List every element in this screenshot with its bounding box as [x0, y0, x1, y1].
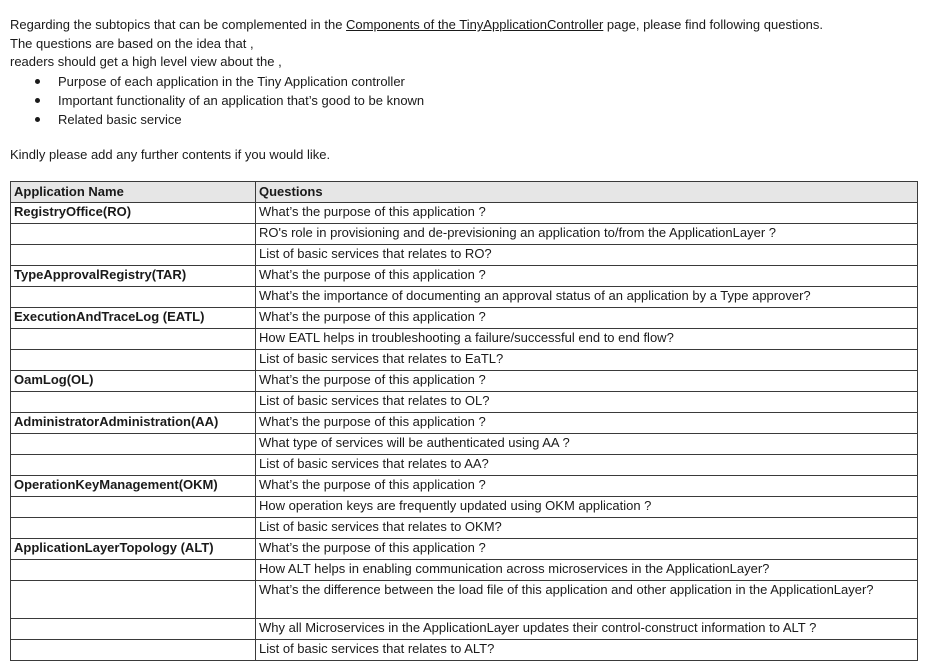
application-name-cell	[11, 455, 256, 476]
question-cell: What’s the purpose of this application ?	[256, 476, 918, 497]
table-row	[11, 413, 918, 434]
application-name-cell	[11, 619, 256, 640]
question-cell: List of basic services that relates to RO?	[256, 245, 918, 266]
table-body	[11, 203, 918, 661]
application-name-cell	[11, 224, 256, 245]
table-row	[11, 518, 918, 539]
application-name-cell: ApplicationLayerTopology (ALT)	[11, 539, 256, 560]
application-name-cell	[11, 497, 256, 518]
table-row	[11, 497, 918, 518]
application-name-cell: TypeApprovalRegistry(TAR)	[11, 266, 256, 287]
application-name-cell: ExecutionAndTraceLog (EATL)	[11, 308, 256, 329]
intro-line-2: The questions are based on the idea that ,	[10, 35, 254, 51]
table-row	[11, 434, 918, 455]
question-cell: What’s the importance of documenting an approval status of an application by a Type approver?	[256, 287, 918, 308]
table-row	[11, 619, 918, 640]
question-cell: How EATL helps in troubleshooting a failure/successful end to end flow?	[256, 329, 918, 350]
components-page-link[interactable]: Components of the TinyApplicationController	[346, 17, 604, 32]
question-cell: List of basic services that relates to OL?	[256, 392, 918, 413]
question-cell: List of basic services that relates to OKM?	[256, 518, 918, 539]
intro-line-1-start: Regarding the subtopics that can be complemented in the	[10, 17, 347, 32]
table-row	[11, 539, 918, 560]
question-cell: What’s the purpose of this application ?	[256, 539, 918, 560]
application-name-cell: RegistryOffice(RO)	[11, 203, 256, 224]
question-cell: What type of services will be authenticated using AA ?	[256, 434, 918, 455]
intro-line-1	[10, 16, 915, 35]
question-cell: What’s the purpose of this application ?	[256, 308, 918, 329]
intro-line-3: readers should get a high level view about the ,	[10, 54, 282, 70]
table-row	[11, 476, 918, 497]
question-cell: Why all Microservices in the ApplicationLayer updates their control-construct information to ALT ?	[256, 619, 918, 640]
application-name-cell: AdministratorAdministration(AA)	[11, 413, 256, 434]
question-cell: What’s the purpose of this application ?	[256, 203, 918, 224]
application-name-cell	[11, 329, 256, 350]
table-row	[11, 392, 918, 413]
application-name-cell	[11, 392, 256, 413]
table-row	[11, 266, 918, 287]
bullet-item: Related basic service	[10, 110, 915, 129]
topic-bullet-list	[10, 72, 915, 129]
table-row	[11, 287, 918, 308]
intro-section	[10, 16, 915, 164]
questions-table	[10, 181, 918, 661]
application-name-cell	[11, 245, 256, 266]
application-name-cell	[11, 518, 256, 539]
bullet-item: Important functionality of an application that’s good to be known	[10, 91, 915, 110]
question-cell: What’s the purpose of this application ?	[256, 413, 918, 434]
application-name-cell: OamLog(OL)	[11, 371, 256, 392]
table-row	[11, 224, 918, 245]
table-row	[11, 329, 918, 350]
table-row	[11, 308, 918, 329]
question-cell: List of basic services that relates to AA?	[256, 455, 918, 476]
table-row	[11, 581, 918, 619]
bullet-item: Purpose of each application in the Tiny Application controller	[10, 72, 915, 91]
intro-line-1-end: page, please find following questions.	[603, 17, 824, 32]
application-name-cell	[11, 581, 256, 619]
table-row	[11, 245, 918, 266]
application-name-cell	[11, 560, 256, 581]
closing-note: Kindly please add any further contents if you would like.	[10, 146, 331, 162]
table-row	[11, 640, 918, 661]
question-cell: How operation keys are frequently updated using OKM application ?	[256, 497, 918, 518]
table-row	[11, 560, 918, 581]
question-cell: How ALT helps in enabling communication across microservices in the ApplicationLayer?	[256, 560, 918, 581]
table-row	[11, 371, 918, 392]
application-name-cell	[11, 287, 256, 308]
question-cell: RO's role in provisioning and de-previsionіng an application to/from the ApplicationLayer ?	[256, 224, 918, 245]
question-cell: What’s the purpose of this application ?	[256, 266, 918, 287]
application-name-cell	[11, 434, 256, 455]
header-questions: Questions	[256, 182, 918, 203]
question-cell: What’s the purpose of this application ?	[256, 371, 918, 392]
question-cell: What’s the difference between the load file of this application and other application in the ApplicationLayer?	[256, 581, 918, 619]
table-header-row	[11, 182, 918, 203]
application-name-cell	[11, 350, 256, 371]
application-name-cell: OperationKeyManagement(OKM)	[11, 476, 256, 497]
question-cell: List of basic services that relates to EaTL?	[256, 350, 918, 371]
table-row	[11, 350, 918, 371]
question-cell: List of basic services that relates to ALT?	[256, 640, 918, 661]
table-row	[11, 203, 918, 224]
header-application-name: Application Name	[11, 182, 256, 203]
application-name-cell	[11, 640, 256, 661]
table-row	[11, 455, 918, 476]
